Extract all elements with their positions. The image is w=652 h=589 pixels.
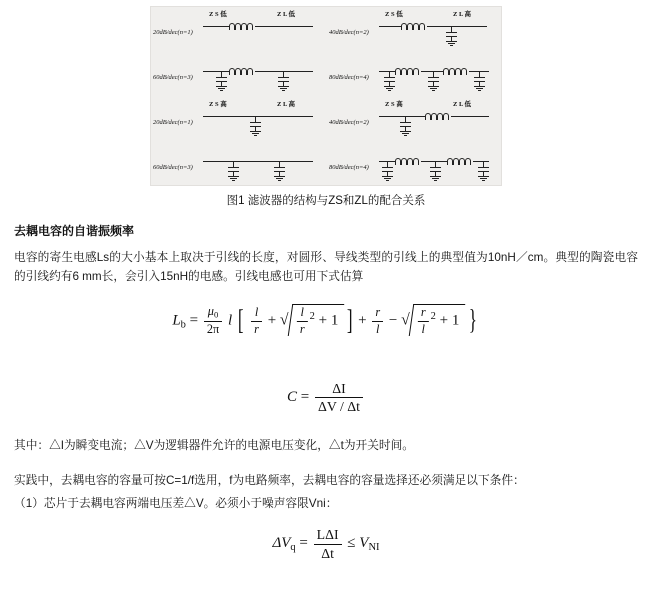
figure-cell-header: [151, 9, 327, 21]
l-over-r-1: [251, 306, 262, 336]
l-over-r-2: [296, 306, 307, 336]
slope-label: 20dB/dec(n=1): [153, 29, 193, 36]
zl-label: Z L 低: [277, 11, 296, 18]
num-r: r: [418, 306, 429, 322]
figure-grid: [151, 7, 501, 185]
circuit-diagram: [203, 21, 323, 49]
figure-caption: 图1 滤波器的结构与ZS和ZL的配合关系: [226, 195, 426, 207]
filter-topology-figure: [150, 6, 502, 186]
relation-symbol: ≤: [347, 535, 356, 552]
circuit-diagram: [203, 111, 323, 139]
r-over-l-1: [372, 306, 383, 336]
numerator: LΔI: [314, 527, 342, 544]
figure-cell: [151, 7, 327, 52]
formula-lhs: L: [172, 312, 181, 329]
paragraph-3: 实践中，去耦电容的容量可按C=1/f选用，f为电路频率，去耦电容的容量选择还必须满足以下条件：: [14, 474, 525, 488]
num-r: r: [372, 306, 383, 322]
circuit-diagram: [203, 66, 323, 94]
figure-cell-header: [327, 99, 503, 111]
article-body: [14, 222, 638, 561]
num-l: l: [296, 306, 307, 322]
formula-rhs: V: [359, 535, 369, 552]
slope-label: 40dB/dec(n=2): [329, 119, 369, 126]
paragraph-4: （1）芯片于去耦电容两端电压差△V。必须小于噪声容限Vni：: [14, 497, 338, 511]
formula-lhs: C: [286, 389, 297, 406]
zs-label: Z S 高: [209, 101, 227, 108]
den-l: l: [421, 321, 425, 336]
zs-label: Z S 低: [209, 11, 227, 18]
den-r: r: [299, 321, 305, 336]
num-l: l: [251, 306, 262, 322]
figure-cell: [151, 97, 327, 142]
formula-capacitance: C = $\frac{\Delta I}{\Delta V / \Delta t}$: [14, 381, 638, 414]
mu-over-2pi: [204, 305, 222, 336]
formula-lhs-sub: q: [290, 542, 296, 554]
mu-symbol: μ: [207, 304, 214, 319]
figure-cell-header: [151, 99, 327, 111]
paragraph-1: 电容的寄生电感Ls的大小基本上取决于引线的长度，对圆形、导线类型的引线上的典型值为10nH／cm。典型的陶瓷电容的引线约有6 mm长，会引入15nH的电感。引线电感也可用下式估算: [14, 251, 638, 283]
formula-voltage-drop: $\Delta V_q$ = $\frac{\text{LΔI}}{\Delta t}$ ≤ $V_{NI}$: [272, 527, 380, 561]
slope-label: 60dB/dec(n=3): [153, 164, 193, 171]
two-pi: 2π: [206, 322, 220, 337]
formula-lhs-sub: b: [180, 319, 186, 331]
figure-cell: [327, 97, 503, 142]
l-delta-i-over-delta-t: [314, 527, 342, 560]
zl-label: Z L 高: [277, 101, 296, 108]
den-l: l: [376, 321, 380, 336]
delta-i-over-delta-v-delta-t: [315, 381, 363, 414]
den-r: r: [254, 321, 259, 336]
circuit-diagram: [379, 66, 499, 94]
figure-cell: [327, 142, 503, 187]
figure-cell: [327, 52, 503, 97]
one-term: 1: [451, 312, 460, 329]
circuit-diagram: [379, 111, 499, 139]
section-heading: 去耦电容的自谐振频率: [14, 224, 135, 238]
formula-inductance: $L_b$ = $\frac{\mu_0}{2\pi}$ l [ $\frac{l}{r}$ + √ $\frac{l}{r}$ $^2$ + 1 ] + $\frac{r}{l}$ − √ $\frac{r}{l}$ $^2$ + 1 }: [172, 304, 477, 337]
r-over-l-2: [418, 306, 429, 336]
slope-label: 60dB/dec(n=3): [153, 74, 193, 81]
formula-l-var: l: [227, 312, 233, 329]
paragraph-2: 其中：△I为瞬变电流；△V为逻辑器件允许的电源电压变化，△t为开关时间。: [14, 439, 414, 453]
denominator: Δt: [321, 545, 334, 561]
zs-label: Z S 高: [385, 101, 403, 108]
numerator: ΔI: [315, 381, 363, 398]
mu-sub: 0: [213, 309, 219, 320]
zl-label: Z L 高: [453, 11, 472, 18]
denominator: ΔV / Δt: [317, 399, 360, 415]
one-term: 1: [330, 312, 338, 329]
formula-rhs-sub: NI: [368, 542, 380, 554]
slope-label: 80dB/dec(n=4): [329, 164, 369, 171]
figure-cell-header: [327, 9, 503, 21]
figure-cell: [151, 52, 327, 97]
formula-lhs: ΔV: [272, 535, 291, 552]
circuit-diagram: [203, 156, 323, 184]
slope-label: 20dB/dec(n=1): [153, 119, 193, 126]
circuit-diagram: [379, 21, 499, 49]
circuit-diagram: [379, 156, 499, 184]
zs-label: Z S 低: [385, 11, 403, 18]
zl-label: Z L 低: [453, 101, 472, 108]
figure-cell: [327, 7, 503, 52]
slope-label: 40dB/dec(n=2): [329, 29, 369, 36]
figure-cell: [151, 142, 327, 187]
slope-label: 80dB/dec(n=4): [329, 74, 369, 81]
